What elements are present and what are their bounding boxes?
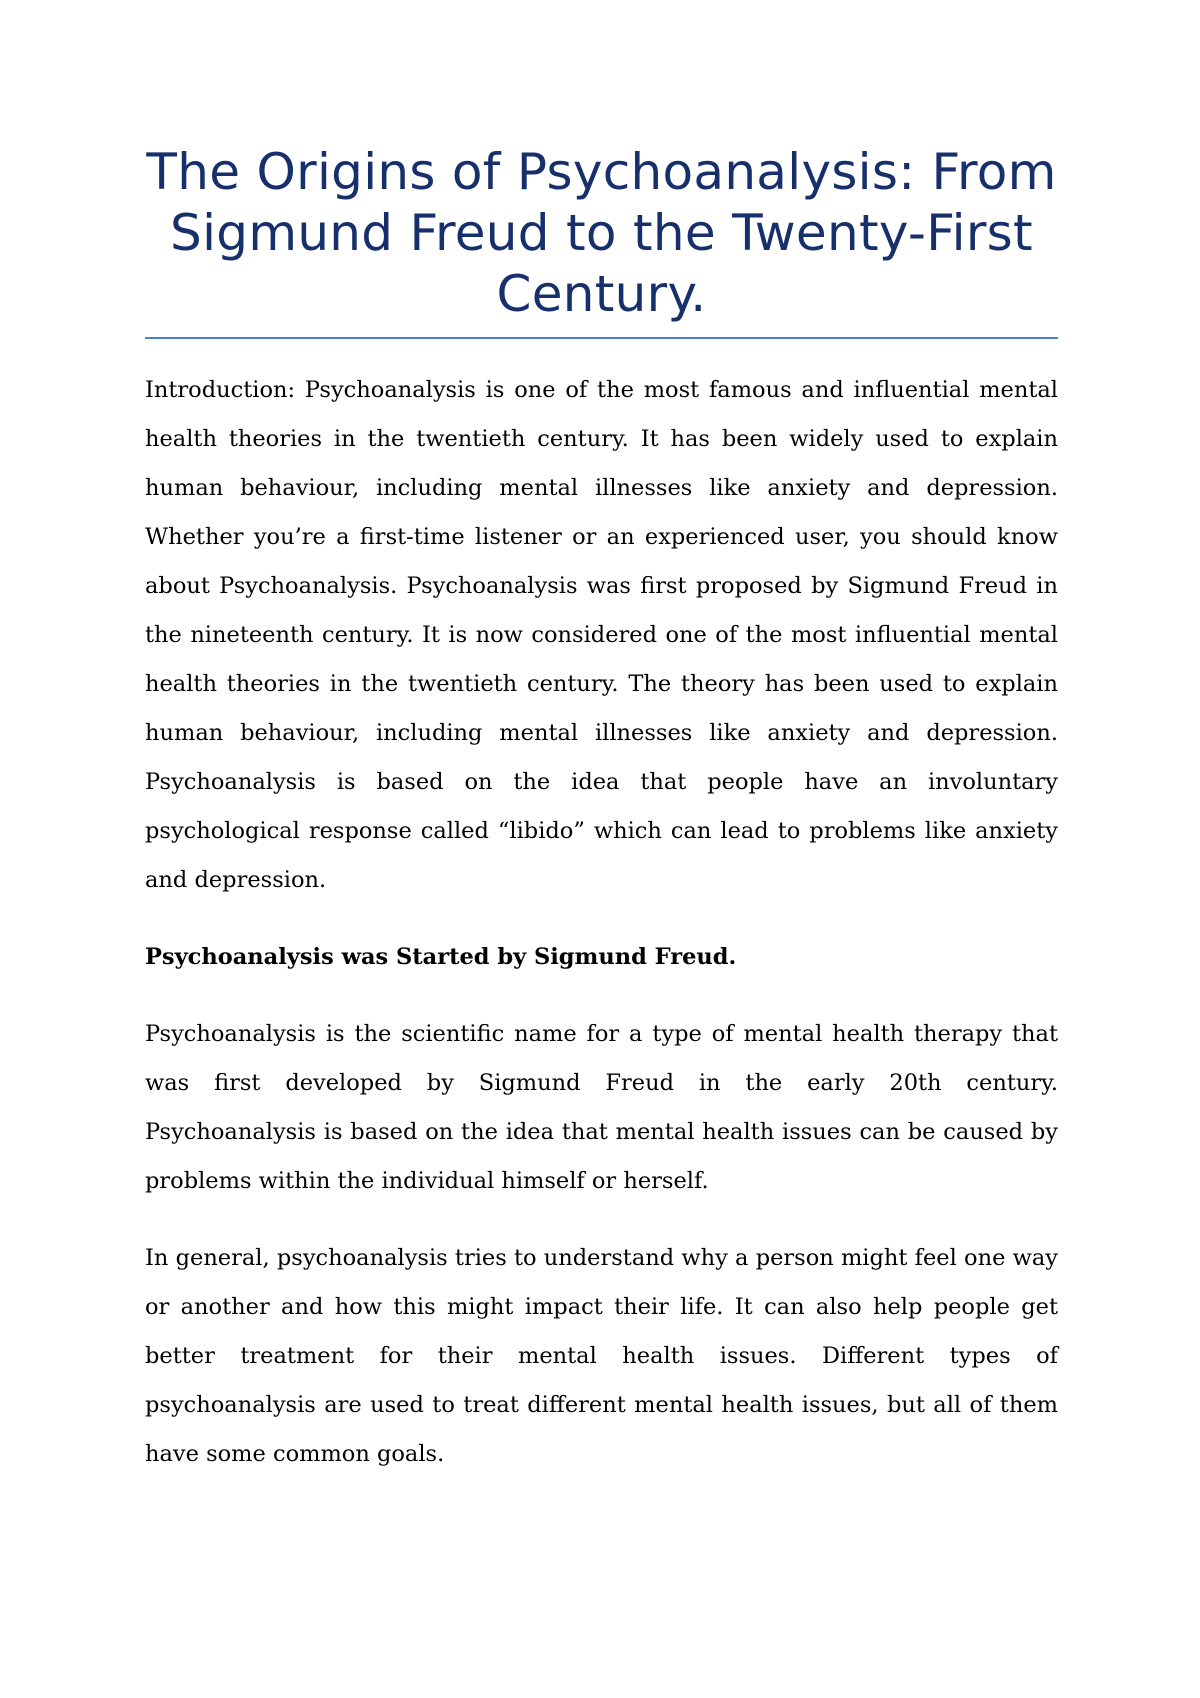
document-body [145, 366, 1058, 1507]
title-divider [145, 337, 1058, 339]
section-paragraph-1: Psychoanalysis is the scientific name for a type of mental health therapy that was first developed by Sigmund Freud in the early 20th century. Psychoanalysis is based on the idea that mental health issues can be caused by problems within the individual himself or herself. [145, 1021, 1058, 1194]
section-heading: Psychoanalysis was Started by Sigmund Freud. [145, 944, 737, 970]
section-paragraph-2: In general, psychoanalysis tries to understand why a person might feel one way or another and how this might impact their life. It can also help people get better treatment for their mental health issues. Different types of psychoanalysis are used to treat different mental health issues, but all of them have some common goals. [145, 1245, 1058, 1467]
document-title: The Origins of Psychoanalysis: From Sigmund Freud to the Twenty-First Century. [146, 143, 1057, 323]
intro-paragraph: Introduction: Psychoanalysis is one of the most famous and influential mental health theories in the twentieth century. It has been widely used to explain human behaviour, including mental illnesses like anxiety and depression. Whether you’re a first-time listener or an experienced user, you should know about Psychoanalysis. Psychoanalysis was first proposed by Sigmund Freud in the nineteenth century. It is now considered one of the most influential mental health theories in the twentieth century. The theory has been used to explain human behaviour, including mental illnesses like anxiety and depression. Psychoanalysis is based on the idea that people have an involuntary psychological response called “libido” which can lead to problems like anxiety and depression. [145, 377, 1058, 893]
